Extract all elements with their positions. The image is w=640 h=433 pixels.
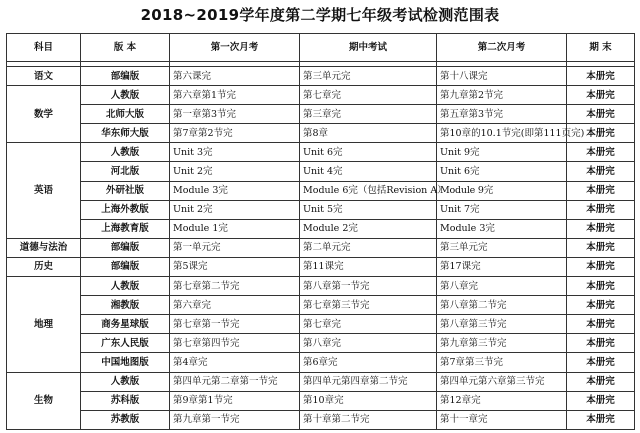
second-monthly-cell: 第五章第3节完 (437, 105, 567, 124)
table-row (7, 334, 635, 353)
second-monthly-cell: 第17课完 (437, 257, 567, 276)
second-monthly-cell: 第10章的10.1节完(即第111页完) (437, 124, 567, 143)
page-title: 2018~2019学年度第二学期七年级考试检测范围表 (140, 6, 500, 24)
edition-cell: 华东师大版 (81, 124, 170, 143)
second-monthly-cell: 第12章完 (437, 391, 567, 410)
edition-cell: 人教版 (81, 143, 170, 162)
final-cell: 本册完 (567, 67, 635, 86)
edition-cell: 河北版 (81, 162, 170, 181)
header-midterm: 期中考试 (300, 34, 437, 62)
subject-cell: 语文 (7, 67, 81, 86)
second-monthly-cell: 第九章第2节完 (437, 86, 567, 105)
second-monthly-cell: Unit 7完 (437, 200, 567, 219)
first-monthly-cell: Unit 2完 (170, 162, 300, 181)
midterm-cell: 第三单元完 (300, 67, 437, 86)
first-monthly-cell: Unit 2完 (170, 200, 300, 219)
first-monthly-cell: 第一章第3节完 (170, 105, 300, 124)
midterm-cell: 第10章完 (300, 391, 437, 410)
midterm-cell: 第三章完 (300, 105, 437, 124)
first-monthly-cell: 第七章第一节完 (170, 315, 300, 334)
subject-cell: 数学 (7, 86, 81, 143)
second-monthly-cell: 第7章第三节完 (437, 353, 567, 372)
first-monthly-cell: 第5课完 (170, 257, 300, 276)
second-monthly-cell: 第八章第二节完 (437, 296, 567, 315)
edition-cell: 人教版 (81, 277, 170, 296)
edition-cell: 外研社版 (81, 181, 170, 200)
final-cell: 本册完 (567, 334, 635, 353)
header-second-monthly: 第二次月考 (437, 34, 567, 62)
final-cell: 本册完 (567, 391, 635, 410)
final-cell: 本册完 (567, 353, 635, 372)
table-row (7, 86, 635, 105)
midterm-cell: 第十章第二节完 (300, 410, 437, 429)
final-cell: 本册完 (567, 200, 635, 219)
edition-cell: 上海外教版 (81, 200, 170, 219)
table-row (7, 67, 635, 86)
first-monthly-cell: 第四单元第二章第一节完 (170, 372, 300, 391)
table-row (7, 200, 635, 219)
first-monthly-cell: Module 3完 (170, 181, 300, 200)
edition-cell: 苏科版 (81, 391, 170, 410)
first-monthly-cell: 第七章第四节完 (170, 334, 300, 353)
second-monthly-cell: 第十八课完 (437, 67, 567, 86)
midterm-cell: 第七章第三节完 (300, 296, 437, 315)
edition-cell: 北师大版 (81, 105, 170, 124)
table-header-row (7, 34, 635, 62)
table-row (7, 181, 635, 200)
final-cell: 本册完 (567, 315, 635, 334)
final-cell: 本册完 (567, 219, 635, 238)
second-monthly-cell: Module 3完 (437, 219, 567, 238)
first-monthly-cell: 第一单元完 (170, 238, 300, 257)
edition-cell: 人教版 (81, 372, 170, 391)
midterm-cell: Unit 4完 (300, 162, 437, 181)
midterm-cell: 第6章完 (300, 353, 437, 372)
final-cell: 本册完 (567, 181, 635, 200)
final-cell: 本册完 (567, 410, 635, 429)
midterm-cell: 第七章完 (300, 315, 437, 334)
midterm-cell: 第11课完 (300, 257, 437, 276)
table-row (7, 105, 635, 124)
second-monthly-cell: Module 9完 (437, 181, 567, 200)
table-row (7, 219, 635, 238)
midterm-cell: Unit 5完 (300, 200, 437, 219)
edition-cell: 部编版 (81, 238, 170, 257)
exam-range-table (6, 33, 635, 430)
table-row (7, 315, 635, 334)
first-monthly-cell: 第7章第2节完 (170, 124, 300, 143)
subject-cell: 英语 (7, 143, 81, 238)
table-row (7, 124, 635, 143)
second-monthly-cell: 第九章第三节完 (437, 334, 567, 353)
first-monthly-cell: Module 1完 (170, 219, 300, 238)
table-row (7, 410, 635, 429)
first-monthly-cell: Unit 3完 (170, 143, 300, 162)
edition-cell: 人教版 (81, 86, 170, 105)
first-monthly-cell: 第4章完 (170, 353, 300, 372)
header-subject: 科目 (7, 34, 81, 62)
first-monthly-cell: 第六章第1节完 (170, 86, 300, 105)
subject-cell: 生物 (7, 372, 81, 430)
final-cell: 本册完 (567, 105, 635, 124)
second-monthly-cell: 第三单元完 (437, 238, 567, 257)
table-row (7, 162, 635, 181)
table-row (7, 296, 635, 315)
midterm-cell: 第8章 (300, 124, 437, 143)
edition-cell: 上海教育版 (81, 219, 170, 238)
final-cell: 本册完 (567, 257, 635, 276)
subject-cell: 历史 (7, 257, 81, 276)
table-row (7, 143, 635, 162)
final-cell: 本册完 (567, 124, 635, 143)
final-cell: 本册完 (567, 372, 635, 391)
second-monthly-cell: 第八章第三节完 (437, 315, 567, 334)
edition-cell: 商务星球版 (81, 315, 170, 334)
second-monthly-cell: 第四单元第六章第三节完 (437, 372, 567, 391)
edition-cell: 中国地图版 (81, 353, 170, 372)
table-row (7, 238, 635, 257)
second-monthly-cell: 第八章完 (437, 277, 567, 296)
header-first-monthly: 第一次月考 (170, 34, 300, 62)
first-monthly-cell: 第六章完 (170, 296, 300, 315)
midterm-cell: Unit 6完 (300, 143, 437, 162)
table-row (7, 257, 635, 276)
midterm-cell: Module 2完 (300, 219, 437, 238)
final-cell: 本册完 (567, 277, 635, 296)
second-monthly-cell: Unit 6完 (437, 162, 567, 181)
edition-cell: 苏教版 (81, 410, 170, 429)
first-monthly-cell: 第九章第一节完 (170, 410, 300, 429)
midterm-cell: Module 6完（包括Revision A） (300, 181, 437, 200)
second-monthly-cell: Unit 9完 (437, 143, 567, 162)
subject-cell: 道德与法治 (7, 238, 81, 257)
header-edition: 版 本 (81, 34, 170, 62)
edition-cell: 部编版 (81, 257, 170, 276)
final-cell: 本册完 (567, 238, 635, 257)
midterm-cell: 第四单元第四章第二节完 (300, 372, 437, 391)
final-cell: 本册完 (567, 143, 635, 162)
final-cell: 本册完 (567, 162, 635, 181)
table-row (7, 372, 635, 391)
first-monthly-cell: 第9章第1节完 (170, 391, 300, 410)
first-monthly-cell: 第六课完 (170, 67, 300, 86)
table-body (7, 34, 635, 430)
midterm-cell: 第八章完 (300, 334, 437, 353)
midterm-cell: 第七章完 (300, 86, 437, 105)
subject-cell: 地理 (7, 277, 81, 372)
edition-cell: 广东人民版 (81, 334, 170, 353)
midterm-cell: 第二单元完 (300, 238, 437, 257)
edition-cell: 部编版 (81, 67, 170, 86)
header-final: 期 末 (567, 34, 635, 62)
final-cell: 本册完 (567, 86, 635, 105)
table-row (7, 391, 635, 410)
table-row (7, 277, 635, 296)
midterm-cell: 第八章第一节完 (300, 277, 437, 296)
edition-cell: 湘教版 (81, 296, 170, 315)
table-row (7, 353, 635, 372)
second-monthly-cell: 第十一章完 (437, 410, 567, 429)
final-cell: 本册完 (567, 296, 635, 315)
first-monthly-cell: 第七章第二节完 (170, 277, 300, 296)
